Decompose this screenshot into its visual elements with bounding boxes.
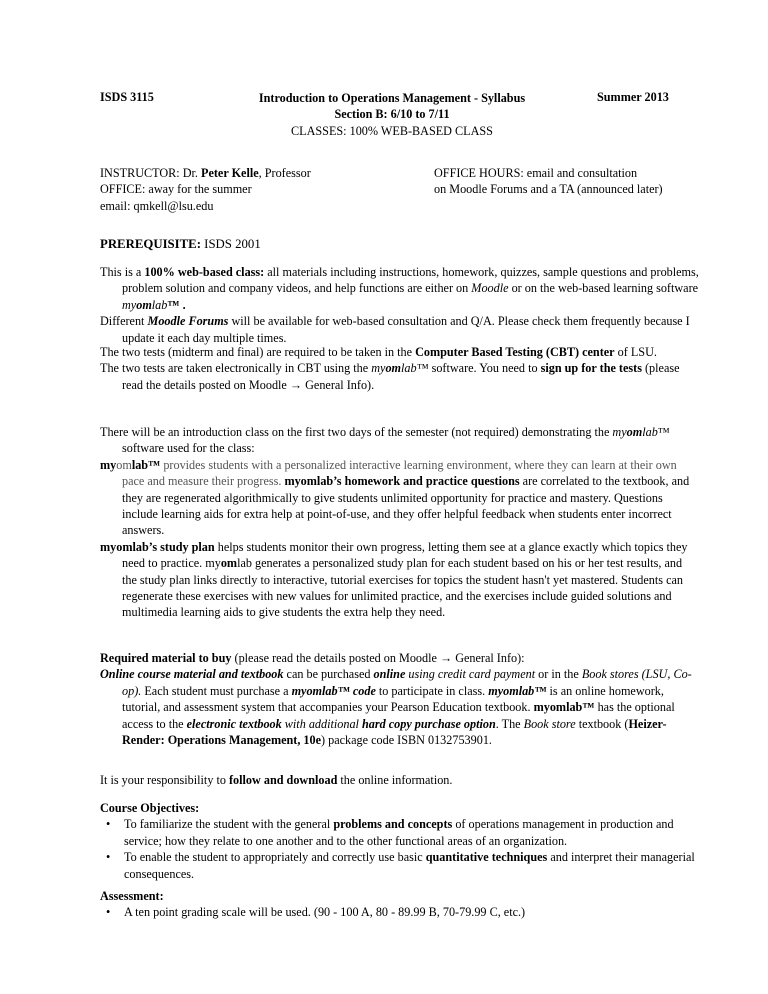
office-hours-line2: on Moodle Forums and a TA (announced later) <box>434 182 663 197</box>
prerequisite: PREREQUISITE: ISDS 2001 <box>100 237 261 251</box>
bullet-icon: • <box>106 905 111 920</box>
myomlab-paragraph-3: myomlab’s study plan helps students monitor their own progress, letting them see at a glance exactly which topics they need to practice. myomlab generates a personalized study plan for each student based on his or her test results, and the study plan links directly to interactive, tutorial exercises for topics the student hasn't yet mastered. Students can regenerate these exercises with new values for unlimited practice, and the exercises include guided solutions and multimedia learning aids to give students the extra help they need. <box>100 539 688 620</box>
bullet-icon: • <box>106 817 111 832</box>
instructor-block <box>100 165 400 214</box>
objectives-list <box>100 816 700 882</box>
intro-paragraph-1: This is a 100% web-based class: all materials including instructions, homework, quizzes, sample questions and problems, problem solution and company videos, and help functions are either on Moodle or on the web-based learning software myomlab™ . <box>100 265 699 312</box>
material-section <box>100 650 700 748</box>
objectives-section <box>100 800 700 882</box>
myomlab-paragraph-2: myomlab™ provides students with a personalized interactive learning environment, where they can learn at their own pace and measure their progress. myomlab’s homework and practice questions are correlated to the textbook, and they are regenerated algorithmically to give students unlimited opportunity for practice and mastery. Questions include learning aids for extra help at point-of-use, and they offer helpful feedback when students enter incorrect answers. <box>100 457 690 538</box>
objective-item-2: • To enable the student to appropriately and correctly use basic quantitative techniques and interpret their managerial consequences. <box>106 850 695 881</box>
office-line: OFFICE: away for the summer <box>100 182 252 197</box>
syllabus-title: Introduction to Operations Management - Syllabus <box>258 91 526 105</box>
intro-paragraph-2: Different Moodle Forums will be available for web-based consultation and Q/A. Please check them frequently because I update it each day multiple times. <box>100 314 690 345</box>
course-code: ISDS 3115 <box>100 90 154 104</box>
material-paragraph-2: Online course material and textbook can be purchased online using credit card payment or in the Book stores (LSU, Co-op). Each student must purchase a myomlab™ code to participate in class. myomlab™ is an online homework, tutorial, and assessment system that accompanies your Pearson Education textbook. myomlab™ has the optional access to the electronic textbook with additional hard copy purchase option. The Book store textbook (Heizer-Render: Operations Management, 10e) package code ISBN 0132753901. <box>100 667 692 748</box>
syllabus-title-block <box>232 90 552 139</box>
assessment-list <box>100 904 700 920</box>
responsibility-line: It is your responsibility to follow and download the online information. <box>100 773 453 787</box>
instructor-line: INSTRUCTOR: Dr. Peter Kelle, Professor <box>100 166 311 180</box>
term: Summer 2013 <box>597 90 669 104</box>
assessment-section <box>100 888 700 921</box>
myomlab-paragraph-1: There will be an introduction class on the first two days of the semester (not required) demonstrating the myomlab™ software used for the class: <box>100 425 670 456</box>
intro-section <box>100 264 700 346</box>
tests-paragraph-1: The two tests (midterm and final) are required to be taken in the Computer Based Testing (CBT) center of LSU. <box>100 345 657 359</box>
arrow-icon: → <box>439 651 453 665</box>
email-line: email: qmkell@lsu.edu <box>100 198 214 213</box>
classes-line: CLASSES: 100% WEB-BASED CLASS <box>291 123 493 138</box>
myomlab-section <box>100 424 700 621</box>
objectives-heading: Course Objectives: <box>100 801 200 815</box>
section-line: Section B: 6/10 to 7/11 <box>334 107 450 122</box>
tests-section <box>100 344 700 393</box>
assessment-heading: Assessment: <box>100 889 164 903</box>
instructor-name: Peter Kelle <box>201 166 259 180</box>
objective-item-1: • To familiarize the student with the general problems and concepts of operations management in production and service; how they relate to one another and to the other functional areas of an organization. <box>106 817 674 848</box>
material-paragraph-1: Required material to buy (please read the details posted on Moodle → General Info): <box>100 651 525 665</box>
bullet-icon: • <box>106 850 111 865</box>
assessment-item: • A ten point grading scale will be used. (90 - 100 A, 80 - 89.99 B, 70-79.99 C, etc.) <box>106 905 526 920</box>
arrow-icon: → <box>289 377 303 392</box>
office-hours-block <box>434 165 734 198</box>
tests-paragraph-2: The two tests are taken electronically in CBT using the myomlab™ software. You need to sign up for the tests (please read the details posted on Moodle → General Info). <box>100 361 680 392</box>
office-hours-line1: OFFICE HOURS: email and consultation <box>434 166 638 180</box>
